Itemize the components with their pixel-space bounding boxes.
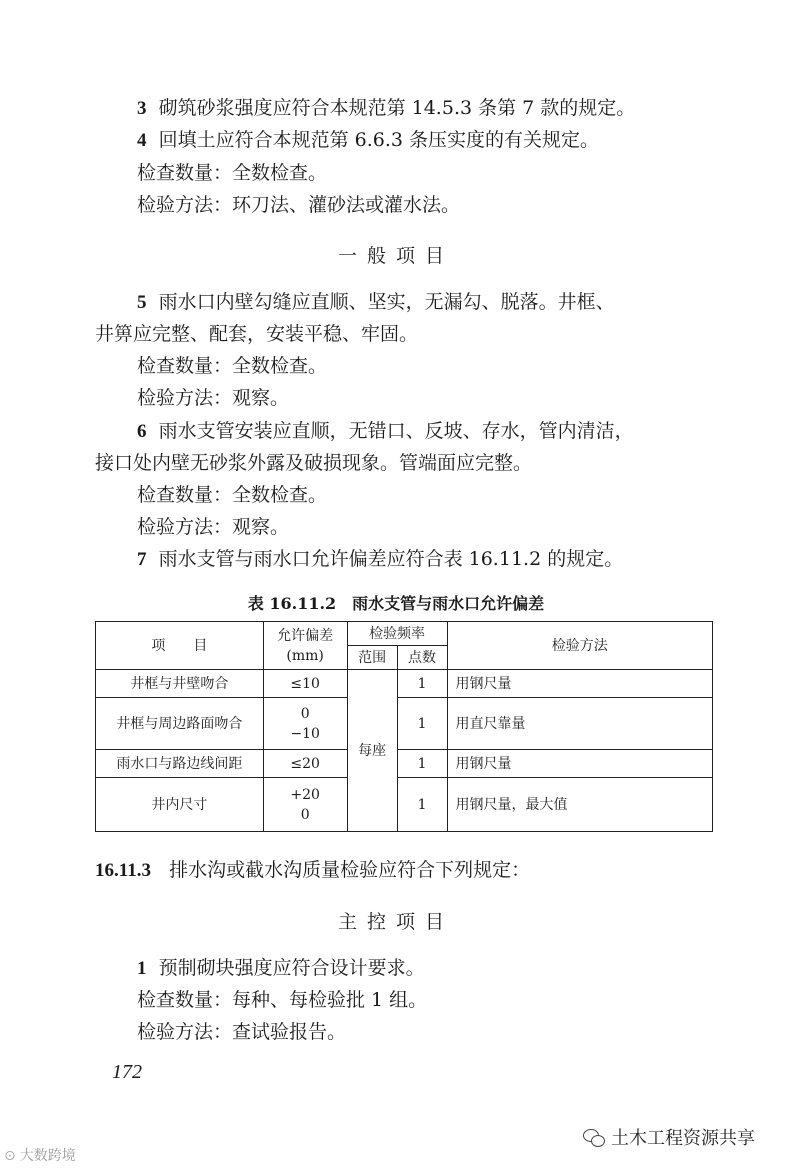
header-frequency: 检验频率 bbox=[347, 622, 447, 646]
item-5 bbox=[137, 290, 615, 315]
row-item: 雨水口与路边线间距 bbox=[96, 750, 264, 778]
item-6-continued: 接口处内壁无砂浆外露及破损现象。管端面应完整。 bbox=[95, 452, 533, 474]
header-points: 点数 bbox=[397, 646, 447, 670]
item-number: 7 bbox=[137, 549, 147, 570]
row-range: 每座 bbox=[347, 670, 397, 832]
logo-icon: ⊙ bbox=[4, 1148, 16, 1164]
item-number: 6 bbox=[137, 421, 147, 442]
item-number: 3 bbox=[137, 98, 147, 119]
row-method: 用钢尺量，最大值 bbox=[447, 778, 713, 832]
item-number: 4 bbox=[137, 130, 147, 151]
row-deviation: ≤20 bbox=[263, 750, 347, 778]
table-row bbox=[96, 778, 713, 832]
check-method: 检验方法：观察。 bbox=[137, 387, 290, 409]
page-number: 172 bbox=[112, 1061, 142, 1083]
wechat-icon bbox=[583, 1129, 605, 1147]
item-text: 雨水口内壁勾缝应直顺、坚实，无漏勾、脱落。井框、 bbox=[158, 291, 615, 313]
watermark-left-text: 大数跨境 bbox=[19, 1148, 76, 1164]
section-heading-main-control: 主控项目 bbox=[337, 911, 454, 933]
check-quantity: 检查数量：全数检查。 bbox=[137, 355, 328, 377]
item-4 bbox=[137, 128, 599, 153]
check-quantity: 检查数量：全数检查。 bbox=[137, 484, 328, 506]
row-points: 1 bbox=[397, 698, 447, 750]
row-method: 用钢尺量 bbox=[447, 670, 713, 698]
row-item: 井框与周边路面吻合 bbox=[96, 698, 264, 750]
row-item: 井框与井壁吻合 bbox=[96, 670, 264, 698]
item-5-continued: 井箅应完整、配套，安装平稳、牢固。 bbox=[95, 323, 419, 345]
item-text: 雨水支管与雨水口允许偏差应符合表 16.11.2 的规定。 bbox=[158, 548, 624, 570]
table-row bbox=[96, 670, 713, 698]
row-deviation: 0 −10 bbox=[263, 698, 347, 750]
row-points: 1 bbox=[397, 778, 447, 832]
tolerance-table bbox=[95, 621, 713, 832]
watermark-wechat bbox=[583, 1124, 755, 1150]
item-text: 预制砌块强度应符合设计要求。 bbox=[158, 957, 425, 979]
row-method: 用直尺靠量 bbox=[447, 698, 713, 750]
watermark-text: 土木工程资源共享 bbox=[611, 1128, 755, 1149]
watermark-left bbox=[4, 1145, 76, 1165]
check-quantity: 检查数量：全数检查。 bbox=[137, 162, 328, 184]
item-text: 回填土应符合本规范第 6.6.3 条压实度的有关规定。 bbox=[158, 129, 600, 151]
table-row bbox=[96, 750, 713, 778]
item-text: 砌筑砂浆强度应符合本规范第 14.5.3 条第 7 款的规定。 bbox=[158, 97, 636, 119]
item-number: 5 bbox=[137, 292, 147, 313]
header-deviation: 允许偏差 (mm) bbox=[263, 622, 347, 670]
check-quantity: 检查数量：每种、每检验批 1 组。 bbox=[137, 989, 428, 1011]
item-3 bbox=[137, 96, 635, 121]
row-points: 1 bbox=[397, 670, 447, 698]
header-item: 项 目 bbox=[96, 622, 264, 670]
row-deviation: ≤10 bbox=[263, 670, 347, 698]
clause-16-11-3 bbox=[95, 858, 530, 883]
table-row bbox=[96, 698, 713, 750]
header-method: 检验方法 bbox=[447, 622, 713, 670]
row-points: 1 bbox=[397, 750, 447, 778]
clause-text: 排水沟或截水沟质量检验应符合下列规定： bbox=[169, 859, 531, 881]
check-method: 检验方法：环刀法、灌砂法或灌水法。 bbox=[137, 194, 461, 216]
header-range: 范围 bbox=[347, 646, 397, 670]
item-1 bbox=[137, 956, 425, 981]
row-deviation: +20 0 bbox=[263, 778, 347, 832]
item-text: 雨水支管安装应直顺，无错口、反坡、存水，管内清洁， bbox=[158, 420, 634, 442]
item-number: 1 bbox=[137, 958, 147, 979]
row-method: 用钢尺量 bbox=[447, 750, 713, 778]
table-header-row bbox=[96, 622, 713, 646]
row-item: 井内尺寸 bbox=[96, 778, 264, 832]
check-method: 检验方法：查试验报告。 bbox=[137, 1021, 347, 1043]
item-7 bbox=[137, 547, 623, 572]
item-6 bbox=[137, 419, 634, 444]
check-method: 检验方法：观察。 bbox=[137, 516, 290, 538]
table-caption: 表 16.11.2 雨水支管与雨水口允许偏差 bbox=[247, 594, 545, 613]
section-heading-general: 一般项目 bbox=[337, 245, 454, 267]
clause-number: 16.11.3 bbox=[95, 860, 151, 881]
